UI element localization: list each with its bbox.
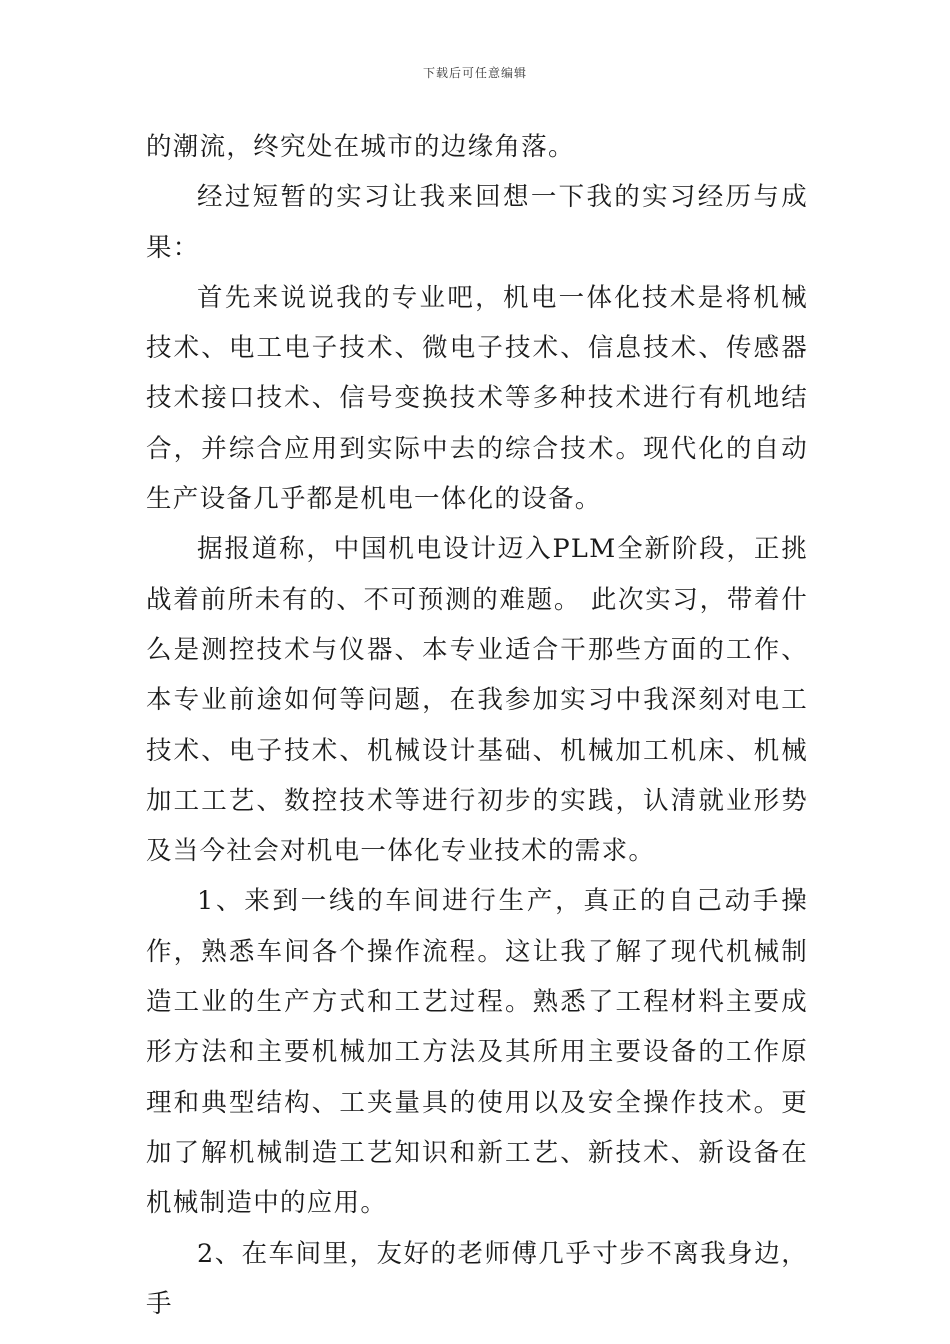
paragraph-4: 据报道称，中国机电设计迈入PLM全新阶段，正挑战着前所未有的、不可预测的难题。 此次实习，带着什么是测控技术与仪器、本专业适合干那些方面的工作、本专业前途如何等问题，在我参加实习中我深刻对电工技术、电子技术、机械设计基础、机械加工机床、机械加工工艺、数控技术等进行初步的实践，认清就业形势及当今社会对机电一体化专业技术的需求。	[146, 534, 808, 867]
paragraph-6: 2、在车间里，友好的老师傅几乎寸步不离我身边，手	[146, 1238, 808, 1319]
paragraph-1: 的潮流，终究处在城市的边缘角落。	[146, 132, 575, 162]
paragraph-5: 1、来到一线的车间进行生产，真正的自己动手操作，熟悉车间各个操作流程。这让我了解了现代机械制造工业的生产方式和工艺过程。熟悉了工程材料主要成形方法和主要机械加工方法及其所用主要设备的工作原理和典型结构、工夹量具的使用以及安全操作技术。更加了解机械制造工艺知识和新工艺、新技术、新设备在机械制造中的应用。	[146, 886, 808, 1219]
paragraph-3: 首先来说说我的专业吧，机电一体化技术是将机械技术、电工电子技术、微电子技术、信息技术、传感器技术接口技术、信号变换技术等多种技术进行有机地结合，并综合应用到实际中去的综合技术。现代化的自动生产设备几乎都是机电一体化的设备。	[146, 282, 808, 515]
document-body	[146, 122, 808, 1329]
paragraph-2: 经过短暂的实习让我来回想一下我的实习经历与成果：	[146, 182, 808, 263]
page-header: 下载后可任意编辑	[422, 66, 527, 80]
